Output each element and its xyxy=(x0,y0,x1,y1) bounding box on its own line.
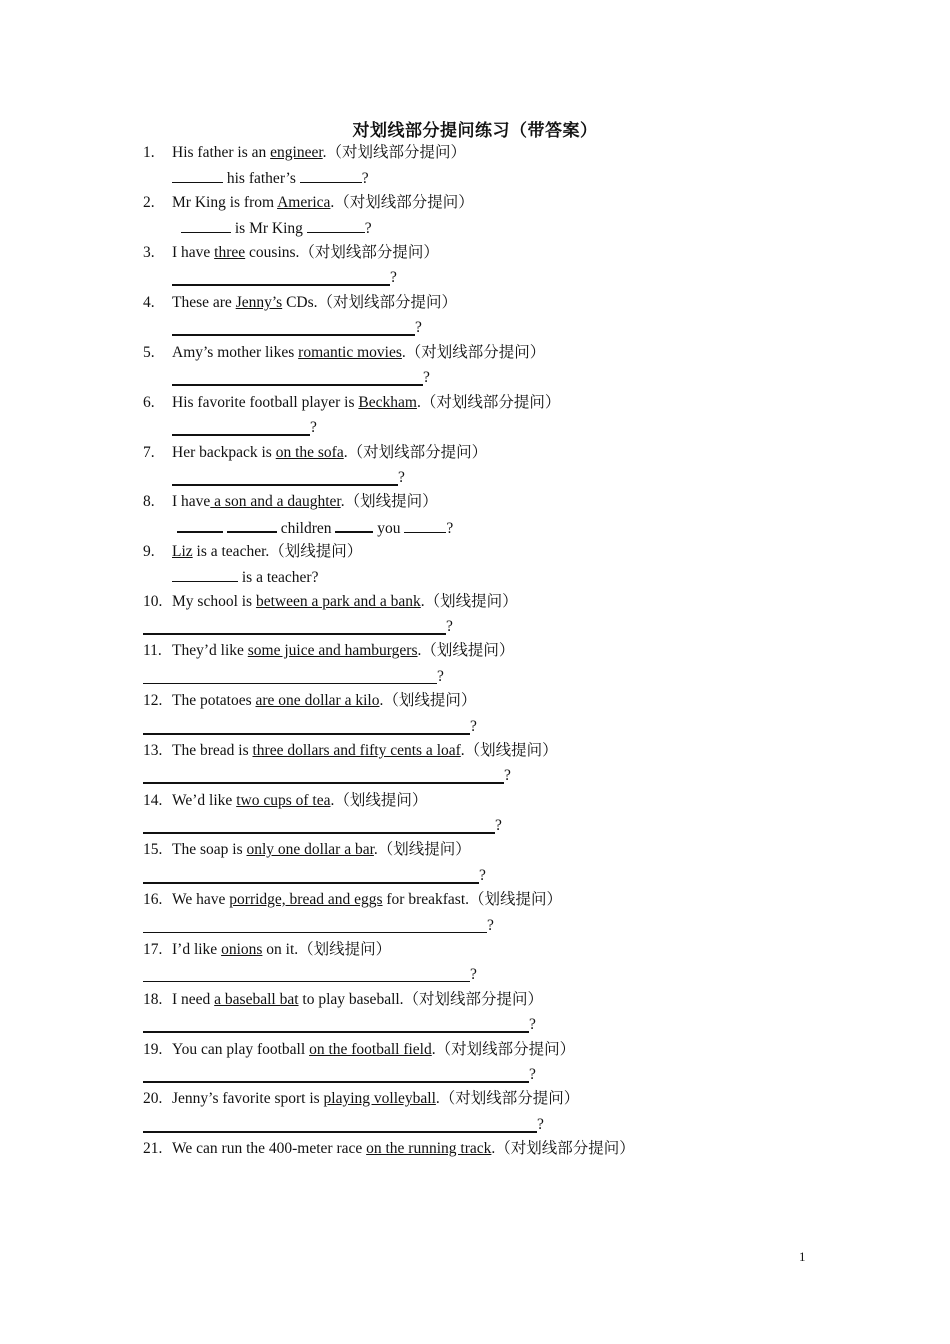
answer-blank[interactable] xyxy=(335,517,373,533)
question-text: These are xyxy=(172,294,236,311)
answer-blank[interactable] xyxy=(227,517,277,533)
instruction: .（对划线部分提问） xyxy=(491,1140,635,1157)
question-text: Amy’s mother likes xyxy=(172,344,299,361)
question-number: 19. xyxy=(143,1041,163,1058)
instruction: .（划线提问） xyxy=(373,841,471,858)
answer-line[interactable] xyxy=(172,284,390,286)
question-mark: ? xyxy=(364,220,372,237)
underlined-part: America xyxy=(277,194,331,211)
instruction: .（对划线部分提问） xyxy=(343,444,488,461)
question-text: I have xyxy=(172,244,215,261)
page-title: 对划线部分提问练习（带答案） xyxy=(352,121,598,140)
answer-blank[interactable] xyxy=(181,218,231,233)
question-text: I need xyxy=(172,991,215,1008)
question-mark: ? xyxy=(470,718,477,735)
question-text: His father is an xyxy=(172,144,271,161)
answer-line[interactable] xyxy=(143,683,437,684)
underlined-part: three dollars and fifty cents a loaf xyxy=(252,742,461,759)
answer-blank[interactable] xyxy=(300,168,362,183)
question-mark: ? xyxy=(415,319,422,336)
answer-text: you xyxy=(373,520,405,537)
question-number: 10. xyxy=(143,593,163,610)
question-text: My school is xyxy=(172,593,256,610)
underlined-part: on the football field xyxy=(309,1041,432,1058)
answer-blank[interactable] xyxy=(172,168,223,183)
instruction: .（对划线部分提问） xyxy=(416,394,561,411)
question-text: The soap is xyxy=(172,841,247,858)
underlined-part: two cups of tea xyxy=(236,792,331,809)
answer-line[interactable] xyxy=(143,633,446,635)
question-number: 9. xyxy=(143,543,155,560)
question-mark: ? xyxy=(504,767,511,784)
question-mark: ? xyxy=(398,469,405,486)
instruction: .（划线提问） xyxy=(330,792,428,809)
answer-text: is Mr King xyxy=(231,220,307,237)
question-text: They’d like xyxy=(172,642,248,659)
instruction: CDs.（对划线部分提问） xyxy=(282,294,458,311)
underlined-part: on the sofa xyxy=(275,444,344,461)
question-text: I’d like xyxy=(172,941,222,958)
underlined-part: only one dollar a bar xyxy=(246,841,374,858)
instruction: to play baseball.（对划线部分提问） xyxy=(298,991,544,1008)
question-number: 6. xyxy=(143,394,155,411)
answer-line[interactable] xyxy=(143,733,470,735)
answer-line[interactable] xyxy=(143,1131,537,1133)
question-number: 13. xyxy=(143,742,163,759)
question-number: 16. xyxy=(143,891,163,908)
instruction: .（对划线部分提问） xyxy=(401,344,546,361)
question-text: The potatoes xyxy=(172,692,256,709)
answer-text: his father’s xyxy=(223,170,300,187)
question-text: We can run the 400-meter race xyxy=(172,1140,367,1157)
underlined-part: are one dollar a kilo xyxy=(255,692,380,709)
instruction: .（对划线部分提问） xyxy=(435,1090,580,1107)
answer-line[interactable] xyxy=(172,484,398,486)
underlined-part: onions xyxy=(221,941,263,958)
instruction: on it.（划线提问） xyxy=(262,941,392,958)
underlined-part: a son and a daughter xyxy=(210,493,341,510)
underlined-part: between a park and a bank xyxy=(255,593,421,610)
underlined-part: on the running track xyxy=(366,1140,492,1157)
instruction: .（划线提问） xyxy=(379,692,477,709)
instruction: cousins.（对划线部分提问） xyxy=(245,244,439,261)
answer-line[interactable] xyxy=(143,1081,529,1083)
underlined-part: Liz xyxy=(172,543,193,560)
question-mark: ? xyxy=(361,170,369,187)
instruction: .（对划线部分提问） xyxy=(322,144,467,161)
answer-line[interactable] xyxy=(172,384,423,386)
question-mark: ? xyxy=(529,1066,536,1083)
underlined-part: porridge, bread and eggs xyxy=(229,891,383,908)
answer-blank[interactable] xyxy=(404,518,446,533)
question-number: 11. xyxy=(143,642,162,659)
question-mark: ? xyxy=(479,867,486,884)
answer-line[interactable] xyxy=(143,932,487,933)
underlined-part: Jenny’s xyxy=(235,294,283,311)
question-number: 20. xyxy=(143,1090,163,1107)
question-number: 15. xyxy=(143,841,163,858)
question-number: 4. xyxy=(143,294,155,311)
question-number: 5. xyxy=(143,344,155,361)
question-mark: ? xyxy=(423,369,430,386)
underlined-part: playing volleyball xyxy=(323,1090,436,1107)
question-text: His favorite football player is xyxy=(172,394,359,411)
answer-blank[interactable] xyxy=(172,567,238,582)
instruction: for breakfast.（划线提问） xyxy=(382,891,563,908)
question-number: 3. xyxy=(143,244,155,261)
underlined-part: romantic movies xyxy=(298,344,402,361)
question-number: 7. xyxy=(143,444,155,461)
underlined-part: three xyxy=(214,244,246,261)
question-mark: ? xyxy=(537,1116,544,1133)
answer-text: children xyxy=(276,520,336,537)
question-text: You can play football xyxy=(172,1041,310,1058)
answer-line[interactable] xyxy=(143,882,479,884)
question-mark: ? xyxy=(487,917,494,934)
question-mark: ? xyxy=(310,419,317,436)
answer-line[interactable] xyxy=(143,782,504,784)
instruction: .（对划线部分提问） xyxy=(330,194,474,211)
instruction: is a teacher.（划线提问） xyxy=(192,543,363,560)
answer-line[interactable] xyxy=(143,832,495,834)
question-number: 1. xyxy=(143,144,155,161)
question-number: 8. xyxy=(143,493,155,510)
question-number: 21. xyxy=(143,1140,163,1157)
question-text: The bread is xyxy=(172,742,253,759)
instruction: .（对划线部分提问） xyxy=(431,1041,576,1058)
question-number: 14. xyxy=(143,792,163,809)
question-text: Mr King is from xyxy=(172,194,278,211)
question-mark: ? xyxy=(529,1016,536,1033)
answer-line[interactable] xyxy=(143,981,470,982)
answer-blank[interactable] xyxy=(307,218,365,233)
question-text: We have xyxy=(172,891,230,908)
question-number: 18. xyxy=(143,991,163,1008)
question-mark: ? xyxy=(390,269,397,286)
question-mark: ? xyxy=(446,520,454,537)
question-number: 17. xyxy=(143,941,163,958)
instruction: .（划线提问） xyxy=(340,493,438,510)
answer-line[interactable] xyxy=(143,1031,529,1033)
answer-line[interactable] xyxy=(172,434,310,436)
question-mark: ? xyxy=(495,817,502,834)
question-mark: ? xyxy=(437,668,444,685)
underlined-part: Beckham xyxy=(358,394,417,411)
underlined-part: a baseball bat xyxy=(214,991,299,1008)
question-text: Her backpack is xyxy=(172,444,276,461)
question-number: 2. xyxy=(143,194,155,211)
answer-text: is a teacher? xyxy=(238,569,319,586)
instruction: .（划线提问） xyxy=(460,742,558,759)
question-text: We’d like xyxy=(172,792,237,809)
question-number: 12. xyxy=(143,692,163,709)
question-mark: ? xyxy=(470,966,477,983)
instruction: .（划线提问） xyxy=(420,593,518,610)
question-mark: ? xyxy=(446,618,453,635)
page-number: 1 xyxy=(799,1249,806,1264)
instruction: .（划线提问） xyxy=(417,642,515,659)
answer-blank[interactable] xyxy=(177,517,223,533)
answer-line[interactable] xyxy=(172,334,415,336)
question-text: I have xyxy=(172,493,211,510)
question-text: Jenny’s favorite sport is xyxy=(172,1090,324,1107)
underlined-part: some juice and hamburgers xyxy=(247,642,418,659)
underlined-part: engineer xyxy=(270,144,323,161)
